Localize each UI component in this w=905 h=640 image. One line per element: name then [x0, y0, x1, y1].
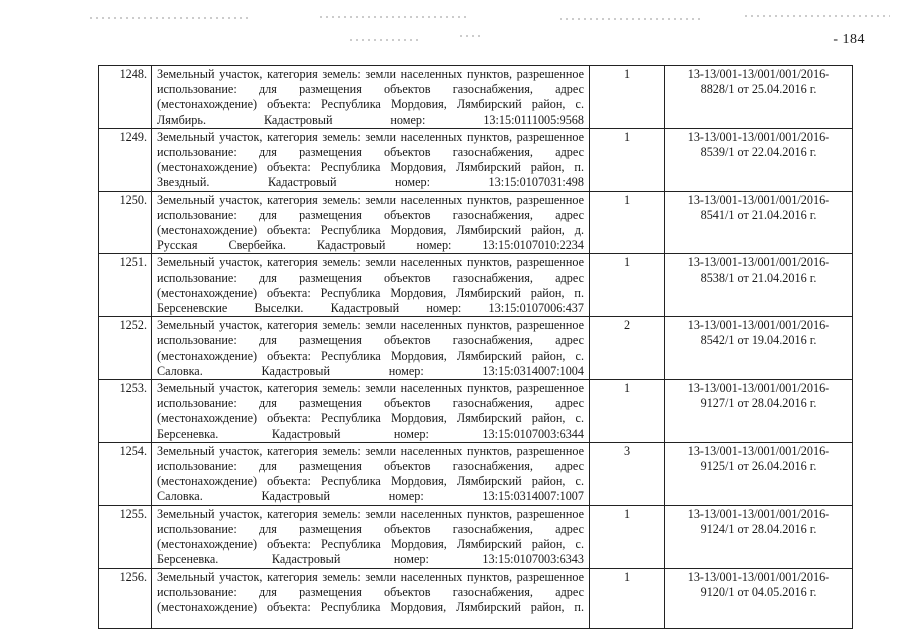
registration-number-line2: 8538/1 от 21.04.2016 г. — [700, 270, 817, 285]
quantity-cell: 1 — [590, 128, 665, 191]
page-number-dash: - — [833, 32, 839, 47]
registration-cell — [665, 380, 853, 443]
description-cell — [152, 254, 590, 317]
registration-number-line1: 13-13/001-13/001/001/2016- — [687, 67, 830, 81]
registration-number-line1: 13-13/001-13/001/001/2016- — [687, 506, 830, 521]
quantity-cell: 3 — [590, 442, 665, 505]
scan-artifacts — [0, 0, 905, 60]
table-row — [99, 568, 853, 628]
page-number-value: 184 — [842, 32, 865, 47]
description-text: Земельный участок, категория земель: земли населенных пунктов, разрешенное использование: для размещения объектов газоснабжения, адрес (местонахождение) объекта: Республика Мордовия, Лямбирский район, с. Лямбирь. Кадастровый номер: 13:15:0111005:9568 — [157, 67, 584, 127]
description-text: Земельный участок, категория земель: земли населенных пунктов, разрешенное использование: для размещения объектов газоснабжения, адрес (местонахождение) объекта: Республика Мордовия, Лямбирский район, с. Саловка. Кадастровый номер: 13:15:0314007:1007 — [157, 443, 584, 504]
registration-cell — [665, 66, 853, 129]
table-row — [99, 66, 853, 129]
registration-number-line2: 8539/1 от 22.04.2016 г. — [700, 145, 817, 160]
registration-number-line1: 13-13/001-13/001/001/2016- — [687, 443, 830, 458]
description-text: Земельный участок, категория земель: земли населенных пунктов, разрешенное использование: для размещения объектов газоснабжения, адрес (местонахождение) объекта: Республика Мордовия, Лямбирский район, с. Берсеневка. Кадастровый номер: 13:15:0107003:6344 — [157, 381, 584, 441]
quantity-cell: 1 — [590, 380, 665, 443]
description-cell — [152, 505, 590, 568]
page-number — [833, 32, 865, 48]
registration-number-line2: 9124/1 от 28.04.2016 г. — [700, 521, 817, 536]
description-cell — [152, 568, 590, 628]
quantity-cell: 1 — [590, 568, 665, 628]
row-number-cell: 1248. — [99, 66, 152, 129]
description-cell — [152, 380, 590, 443]
registration-cell — [665, 128, 853, 191]
quantity-cell: 2 — [590, 317, 665, 380]
quantity-cell: 1 — [590, 66, 665, 129]
description-cell — [152, 66, 590, 129]
table-row — [99, 128, 853, 191]
registration-cell — [665, 191, 853, 254]
registration-number-line2: 8541/1 от 21.04.2016 г. — [700, 207, 817, 222]
registry-table — [98, 65, 853, 629]
description-text: Земельный участок, категория земель: земли населенных пунктов, разрешенное использование: для размещения объектов газоснабжения, адрес (местонахождение) объекта: Республика Мордовия, Лямбирский район, с. Саловка. Кадастровый номер: 13:15:0314007:1004 — [157, 318, 584, 378]
row-number-cell: 1251. — [99, 254, 152, 317]
registration-number-line1: 13-13/001-13/001/001/2016- — [687, 129, 830, 144]
row-number-cell: 1255. — [99, 505, 152, 568]
row-number-cell: 1249. — [99, 128, 152, 191]
registration-number-line1: 13-13/001-13/001/001/2016- — [687, 318, 830, 333]
description-text: Земельный участок, категория земель: земли населенных пунктов, разрешенное использование: для размещения объектов газоснабжения, адрес (местонахождение) объекта: Республика Мордовия, Лямбирский район, п. Берсеневские Выселки. Кадастровый номер: 13:15:0107006:437 — [157, 255, 584, 316]
table-row — [99, 191, 853, 254]
description-cell — [152, 317, 590, 380]
table-row — [99, 254, 853, 317]
registration-number-line2: 8542/1 от 19.04.2016 г. — [700, 333, 817, 348]
registry-table-container — [98, 65, 850, 614]
quantity-cell: 1 — [590, 505, 665, 568]
description-cell — [152, 442, 590, 505]
row-number-cell: 1253. — [99, 380, 152, 443]
registration-number-line1: 13-13/001-13/001/001/2016- — [687, 255, 830, 270]
registration-cell — [665, 317, 853, 380]
row-number-cell: 1254. — [99, 442, 152, 505]
registration-cell — [665, 442, 853, 505]
description-text: Земельный участок, категория земель: земли населенных пунктов, разрешенное использование: для размещения объектов газоснабжения, адрес (местонахождение) объекта: Республика Мордовия, Лямбирский район, с. Берсеневка. Кадастровый номер: 13:15:0107003:6343 — [157, 506, 584, 567]
description-text: Земельный участок, категория земель: земли населенных пунктов, разрешенное использование: для размещения объектов газоснабжения, адрес (местонахождение) объекта: Республика Мордовия, Лямбирский район, п. — [157, 569, 584, 614]
registration-number-line2: 8828/1 от 25.04.2016 г. — [700, 82, 817, 97]
quantity-cell: 1 — [590, 191, 665, 254]
registration-number-line1: 13-13/001-13/001/001/2016- — [687, 381, 830, 396]
table-row — [99, 317, 853, 380]
table-row — [99, 380, 853, 443]
registration-number-line1: 13-13/001-13/001/001/2016- — [687, 192, 830, 207]
row-number-cell: 1252. — [99, 317, 152, 380]
registration-cell — [665, 568, 853, 628]
description-text: Земельный участок, категория земель: земли населенных пунктов, разрешенное использование: для размещения объектов газоснабжения, адрес (местонахождение) объекта: Республика Мордовия, Лямбирский район, п. Звездный. Кадастровый номер: 13:15:0107031:498 — [157, 129, 584, 190]
table-row — [99, 505, 853, 568]
registration-number-line2: 9127/1 от 28.04.2016 г. — [700, 396, 817, 411]
registration-number-line1: 13-13/001-13/001/001/2016- — [687, 569, 830, 584]
row-number-cell: 1256. — [99, 568, 152, 628]
description-text: Земельный участок, категория земель: земли населенных пунктов, разрешенное использование: для размещения объектов газоснабжения, адрес (местонахождение) объекта: Республика Мордовия, Лямбирский район, д. Русская Свербейка. Кадастровый номер: 13:15:0107010:2234 — [157, 192, 584, 253]
registration-number-line2: 9125/1 от 26.04.2016 г. — [700, 459, 817, 474]
registry-table-body — [99, 66, 853, 629]
description-cell — [152, 191, 590, 254]
table-row — [99, 442, 853, 505]
registration-cell — [665, 254, 853, 317]
description-cell — [152, 128, 590, 191]
registration-number-line2: 9120/1 от 04.05.2016 г. — [700, 584, 817, 599]
row-number-cell: 1250. — [99, 191, 152, 254]
quantity-cell: 1 — [590, 254, 665, 317]
registration-cell — [665, 505, 853, 568]
